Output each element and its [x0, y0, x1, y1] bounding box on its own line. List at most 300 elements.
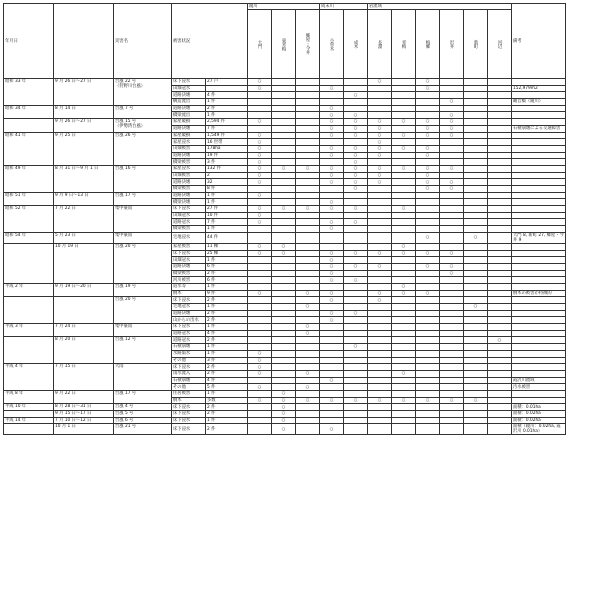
affected-area-cell: [440, 192, 464, 199]
affected-area-cell: [368, 232, 392, 243]
affected-area-cell: [416, 132, 440, 139]
damage-type-cell: 床下浸水: [172, 324, 206, 331]
affected-area-cell: [488, 384, 512, 391]
damage-amount-cell: 9 件: [206, 290, 248, 297]
affected-area-cell: [344, 132, 368, 139]
affected-area-cell: [344, 125, 368, 132]
affected-area-cell: [344, 377, 368, 384]
affected-area-cell: [392, 250, 416, 257]
affected-area-cell: [320, 290, 344, 297]
affected-area-cell: [392, 152, 416, 159]
damage-type-cell: その他: [172, 384, 206, 391]
affected-area-cell: [272, 424, 296, 435]
disaster-name-cell: [114, 364, 172, 391]
affected-area-cell: [464, 132, 488, 139]
affected-area-cell: [344, 397, 368, 404]
affected-area-cell: [368, 397, 392, 404]
affected-mark-icon: ○: [401, 250, 406, 256]
affected-area-cell: [320, 324, 344, 331]
affected-area-cell: [368, 424, 392, 435]
affected-mark-icon: ○: [401, 397, 406, 403]
affected-area-cell: [488, 397, 512, 404]
header-area-shinmachi: 新町: [464, 10, 488, 79]
header-area-ome: 青梅: [392, 10, 416, 79]
affected-mark-icon: ○: [353, 166, 358, 172]
affected-mark-icon: ○: [377, 152, 382, 158]
affected-area-cell: [488, 232, 512, 243]
affected-area-cell: [416, 226, 440, 233]
affected-area-cell: [344, 85, 368, 92]
affected-area-cell: [344, 337, 368, 344]
affected-area-cell: [392, 192, 416, 199]
affected-area-cell: [272, 112, 296, 119]
table-row: [4, 243, 566, 250]
affected-area-cell: [488, 377, 512, 384]
damage-type-cell: 橋梁流出: [172, 112, 206, 119]
affected-mark-icon: ○: [281, 250, 286, 256]
disaster-name-cell: [114, 192, 172, 205]
affected-area-cell: [296, 192, 320, 199]
era-date-cell: 昭和 41 年: [4, 132, 54, 165]
affected-mark-icon: ○: [257, 290, 262, 296]
damage-amount-cell: 2: [206, 172, 248, 179]
disaster-name: 台風 12 号: [115, 337, 137, 343]
affected-area-cell: [344, 304, 368, 311]
period-cell: 8 月 28 日～31 日: [54, 404, 114, 411]
damage-amount-cell: 2,594 件: [206, 119, 248, 126]
affected-area-cell: [248, 257, 272, 264]
affected-area-cell: [464, 290, 488, 297]
affected-area-cell: [296, 132, 320, 139]
affected-area-cell: [416, 390, 440, 397]
disaster-name: 集中豪雨: [115, 206, 133, 212]
remarks-cell: [512, 145, 566, 152]
affected-area-cell: [368, 350, 392, 357]
affected-area-cell: [272, 92, 296, 99]
affected-area-cell: [344, 357, 368, 364]
affected-area-cell: [344, 179, 368, 186]
affected-area-cell: [488, 132, 512, 139]
affected-area-cell: [296, 139, 320, 146]
affected-area-cell: [344, 186, 368, 193]
affected-area-cell: [464, 212, 488, 219]
affected-mark-icon: ○: [329, 250, 334, 256]
affected-area-cell: [440, 390, 464, 397]
era-date-cell: [4, 337, 54, 364]
affected-area-cell: [440, 179, 464, 186]
affected-area-cell: [464, 424, 488, 435]
affected-area-cell: [368, 310, 392, 317]
affected-area-cell: [392, 92, 416, 99]
damage-type-cell: 橋梁被害: [172, 159, 206, 166]
damage-amount-cell: 1 件: [206, 390, 248, 397]
affected-area-cell: [320, 364, 344, 371]
affected-area-cell: [248, 112, 272, 119]
disaster-name: 集中豪雨: [115, 232, 133, 238]
affected-area-cell: [320, 384, 344, 391]
affected-area-cell: [320, 92, 344, 99]
affected-mark-icon: ○: [377, 397, 382, 403]
affected-mark-icon: ○: [401, 119, 406, 125]
affected-area-cell: [368, 119, 392, 126]
damage-amount-cell: 7 件: [206, 125, 248, 132]
affected-area-cell: [368, 370, 392, 377]
affected-area-cell: [344, 324, 368, 331]
disaster-name: 台風 20 号: [115, 297, 137, 303]
affected-area-cell: [368, 324, 392, 331]
affected-mark-icon: ○: [329, 126, 334, 132]
affected-area-cell: [320, 152, 344, 159]
disaster-name-cell: [114, 79, 172, 106]
affected-mark-icon: ○: [329, 377, 334, 383]
damage-amount-cell: 2 件: [206, 105, 248, 112]
affected-mark-icon: ○: [353, 159, 358, 165]
disaster-name-cell: [114, 105, 172, 118]
affected-mark-icon: ○: [305, 166, 310, 172]
damage-amount-cell: 2 件: [206, 404, 248, 411]
affected-area-cell: [440, 404, 464, 411]
affected-area-cell: [368, 159, 392, 166]
affected-area-cell: [368, 206, 392, 213]
affected-area-cell: [296, 212, 320, 219]
affected-mark-icon: ○: [257, 384, 262, 390]
affected-area-cell: [488, 172, 512, 179]
affected-area-cell: [320, 424, 344, 435]
affected-area-cell: [488, 277, 512, 284]
remarks-cell: 霞沢川流域: [512, 377, 566, 384]
affected-area-cell: [248, 397, 272, 404]
affected-mark-icon: ○: [377, 146, 382, 152]
affected-area-cell: [488, 370, 512, 377]
era-date-cell: 平成 8 年: [4, 390, 54, 403]
affected-area-cell: [320, 243, 344, 250]
affected-area-cell: [416, 152, 440, 159]
affected-area-cell: [488, 192, 512, 199]
damage-type-cell: 雨水流入: [172, 370, 206, 377]
affected-area-cell: [392, 125, 416, 132]
affected-area-cell: [248, 283, 272, 290]
affected-area-cell: [248, 199, 272, 206]
affected-mark-icon: ○: [281, 404, 286, 410]
affected-area-cell: [344, 290, 368, 297]
affected-area-cell: [488, 165, 512, 172]
affected-mark-icon: ○: [257, 152, 262, 158]
affected-mark-icon: ○: [353, 146, 358, 152]
affected-area-cell: [464, 112, 488, 119]
damage-type-cell: 道路決壊: [172, 310, 206, 317]
table-row: [4, 105, 566, 112]
remarks-cell: [512, 397, 566, 404]
affected-area-cell: [272, 370, 296, 377]
affected-area-cell: [344, 263, 368, 270]
affected-area-cell: [368, 417, 392, 424]
affected-area-cell: [320, 250, 344, 257]
affected-area-cell: [296, 186, 320, 193]
disaster-name: 台風 5 号: [115, 411, 134, 416]
affected-area-cell: [296, 377, 320, 384]
affected-area-cell: [344, 350, 368, 357]
affected-area-cell: [248, 310, 272, 317]
disaster-name: 台風 6 号: [115, 417, 134, 423]
remarks-cell: [512, 165, 566, 172]
affected-area-cell: [344, 310, 368, 317]
affected-area-cell: [368, 132, 392, 139]
affected-area-cell: [416, 310, 440, 317]
affected-area-cell: [392, 370, 416, 377]
affected-area-cell: [320, 112, 344, 119]
affected-area-cell: [320, 370, 344, 377]
affected-area-cell: [416, 199, 440, 206]
affected-area-cell: [248, 105, 272, 112]
affected-area-cell: [344, 364, 368, 371]
affected-area-cell: [344, 112, 368, 119]
damage-type-cell: 山からの出水: [172, 317, 206, 324]
affected-area-cell: [344, 390, 368, 397]
affected-area-cell: [464, 226, 488, 233]
affected-area-cell: [488, 112, 512, 119]
affected-area-cell: [440, 344, 464, 351]
affected-mark-icon: ○: [329, 172, 334, 178]
affected-area-cell: [368, 99, 392, 106]
affected-area-cell: [416, 417, 440, 424]
damage-amount-cell: 5 件: [206, 384, 248, 391]
affected-area-cell: [392, 330, 416, 337]
affected-mark-icon: ○: [449, 119, 454, 125]
affected-area-cell: [416, 243, 440, 250]
table-row: [4, 390, 566, 397]
affected-mark-icon: ○: [377, 79, 382, 85]
affected-area-cell: [248, 192, 272, 199]
affected-mark-icon: ○: [281, 206, 286, 212]
affected-area-cell: [464, 330, 488, 337]
affected-area-cell: [392, 99, 416, 106]
era-date-cell: 昭和 34 年: [4, 105, 54, 118]
affected-area-cell: [440, 139, 464, 146]
damage-amount-cell: 3 件: [206, 357, 248, 364]
affected-area-cell: [392, 257, 416, 264]
table-row: [4, 165, 566, 172]
damage-type-cell: 道水等: [172, 283, 206, 290]
affected-area-cell: [368, 125, 392, 132]
affected-mark-icon: ○: [449, 397, 454, 403]
damage-type-cell: 倒木: [172, 290, 206, 297]
affected-mark-icon: ○: [257, 132, 262, 138]
affected-area-cell: [392, 317, 416, 324]
affected-mark-icon: ○: [257, 219, 262, 225]
affected-mark-icon: ○: [473, 235, 478, 241]
affected-area-cell: [488, 119, 512, 126]
affected-mark-icon: ○: [377, 290, 382, 296]
remarks-cell: [512, 79, 566, 86]
disaster-name: 台風 4 号: [115, 404, 134, 410]
affected-area-cell: [368, 186, 392, 193]
affected-mark-icon: ○: [257, 139, 262, 145]
table-row: [4, 119, 566, 126]
affected-area-cell: [248, 125, 272, 132]
damage-type-cell: 道路決壊: [172, 263, 206, 270]
affected-area-cell: [392, 132, 416, 139]
affected-area-cell: [488, 139, 512, 146]
affected-mark-icon: ○: [449, 126, 454, 132]
affected-mark-icon: ○: [353, 179, 358, 185]
affected-mark-icon: ○: [425, 179, 430, 185]
affected-area-cell: [368, 263, 392, 270]
period-cell: 10 月 19 日: [54, 243, 114, 283]
affected-area-cell: [272, 132, 296, 139]
affected-area-cell: [272, 337, 296, 344]
disaster-name: 台風 17 号: [115, 390, 137, 396]
affected-area-cell: [488, 105, 512, 112]
affected-area-cell: [296, 357, 320, 364]
affected-area-cell: [464, 377, 488, 384]
affected-mark-icon: ○: [377, 132, 382, 138]
affected-area-cell: [464, 270, 488, 277]
affected-area-cell: [248, 226, 272, 233]
affected-area-cell: [320, 310, 344, 317]
affected-area-cell: [320, 85, 344, 92]
affected-mark-icon: ○: [401, 206, 406, 212]
affected-mark-icon: ○: [257, 159, 262, 165]
period-cell: 8 月 31 日～9 月 1 日: [54, 165, 114, 192]
affected-mark-icon: ○: [329, 112, 334, 118]
period-cell: 7 月 22 日: [54, 206, 114, 233]
affected-area-cell: [464, 404, 488, 411]
remarks-cell: [512, 324, 566, 331]
affected-area-cell: [248, 404, 272, 411]
affected-area-cell: [392, 390, 416, 397]
damage-type-cell: 床下浸水: [172, 250, 206, 257]
affected-area-cell: [416, 317, 440, 324]
affected-area-cell: [248, 132, 272, 139]
affected-area-cell: [488, 270, 512, 277]
affected-area-cell: [392, 270, 416, 277]
table-row: [4, 297, 566, 304]
affected-mark-icon: ○: [257, 250, 262, 256]
affected-area-cell: [320, 226, 344, 233]
affected-area-cell: [368, 172, 392, 179]
affected-area-cell: [248, 232, 272, 243]
affected-area-cell: [368, 226, 392, 233]
affected-area-cell: [344, 330, 368, 337]
damage-amount-cell: 4 件: [206, 92, 248, 99]
affected-area-cell: [272, 263, 296, 270]
damage-amount-cell: 3 件: [206, 159, 248, 166]
period-cell: 8 月 20 日: [54, 337, 114, 364]
affected-area-cell: [368, 317, 392, 324]
disaster-name-cell: [114, 297, 172, 324]
damage-type-cell: 田畑被害: [172, 172, 206, 179]
affected-area-cell: [440, 317, 464, 324]
affected-area-cell: [416, 250, 440, 257]
affected-area-cell: [368, 270, 392, 277]
affected-area-cell: [296, 179, 320, 186]
affected-area-cell: [392, 404, 416, 411]
affected-mark-icon: ○: [473, 397, 478, 403]
affected-area-cell: [488, 330, 512, 337]
affected-area-cell: [488, 85, 512, 92]
affected-area-cell: [488, 364, 512, 371]
affected-area-cell: [464, 337, 488, 344]
affected-mark-icon: ○: [305, 397, 310, 403]
affected-mark-icon: ○: [353, 277, 358, 283]
affected-area-cell: [272, 344, 296, 351]
affected-area-cell: [464, 390, 488, 397]
disaster-name: 集中豪雨: [115, 324, 133, 330]
affected-area-cell: [440, 92, 464, 99]
affected-mark-icon: ○: [353, 126, 358, 132]
affected-mark-icon: ○: [329, 257, 334, 263]
affected-area-cell: [248, 377, 272, 384]
damage-type-cell: 家屋被害: [172, 243, 206, 250]
affected-area-cell: [488, 159, 512, 166]
header-area-kabe: 河辺: [488, 10, 512, 79]
remarks-cell: [512, 283, 566, 290]
affected-mark-icon: ○: [449, 250, 454, 256]
damage-type-cell: 床下浸水: [172, 79, 206, 86]
affected-area-cell: [464, 277, 488, 284]
affected-mark-icon: ○: [401, 146, 406, 152]
affected-area-cell: [296, 350, 320, 357]
affected-area-cell: [368, 112, 392, 119]
affected-area-cell: [344, 165, 368, 172]
affected-area-cell: [296, 232, 320, 243]
damage-type-cell: 床下浸水: [172, 404, 206, 411]
affected-area-cell: [320, 283, 344, 290]
affected-area-cell: [392, 165, 416, 172]
affected-area-cell: [440, 99, 464, 106]
damage-amount-cell: 1 件: [206, 257, 248, 264]
affected-area-cell: [272, 350, 296, 357]
affected-mark-icon: ○: [257, 351, 262, 357]
affected-area-cell: [296, 99, 320, 106]
affected-mark-icon: ○: [473, 304, 478, 310]
affected-area-cell: [320, 257, 344, 264]
affected-area-cell: [248, 179, 272, 186]
affected-area-cell: [368, 377, 392, 384]
affected-area-cell: [416, 424, 440, 435]
affected-mark-icon: ○: [449, 166, 454, 172]
affected-area-cell: [344, 212, 368, 219]
affected-mark-icon: ○: [425, 79, 430, 85]
disaster-name: 台風 21 号: [115, 424, 137, 430]
affected-mark-icon: ○: [353, 344, 358, 350]
disaster-name: 台風 19 号: [115, 283, 137, 289]
affected-area-cell: [416, 411, 440, 418]
affected-area-cell: [296, 330, 320, 337]
damage-amount-cell: [206, 85, 248, 92]
affected-area-cell: [488, 250, 512, 257]
affected-area-cell: [440, 112, 464, 119]
header-group-kagamigawa: 鏡川: [248, 4, 320, 10]
table-row: [4, 411, 566, 418]
affected-mark-icon: ○: [353, 206, 358, 212]
affected-area-cell: [272, 165, 296, 172]
affected-area-cell: [272, 317, 296, 324]
affected-area-cell: [416, 165, 440, 172]
disaster-name: 台風 20 号: [115, 243, 137, 249]
affected-area-cell: [440, 290, 464, 297]
affected-mark-icon: ○: [353, 172, 358, 178]
affected-area-cell: [272, 377, 296, 384]
affected-area-cell: [416, 330, 440, 337]
damage-amount-cell: 27 戸: [206, 79, 248, 86]
damage-amount-cell: 1 件: [206, 283, 248, 290]
affected-mark-icon: ○: [353, 152, 358, 158]
damage-type-cell: 家屋浸水: [172, 165, 206, 172]
affected-area-cell: [272, 206, 296, 213]
affected-area-cell: [488, 424, 512, 435]
affected-mark-icon: ○: [257, 364, 262, 370]
